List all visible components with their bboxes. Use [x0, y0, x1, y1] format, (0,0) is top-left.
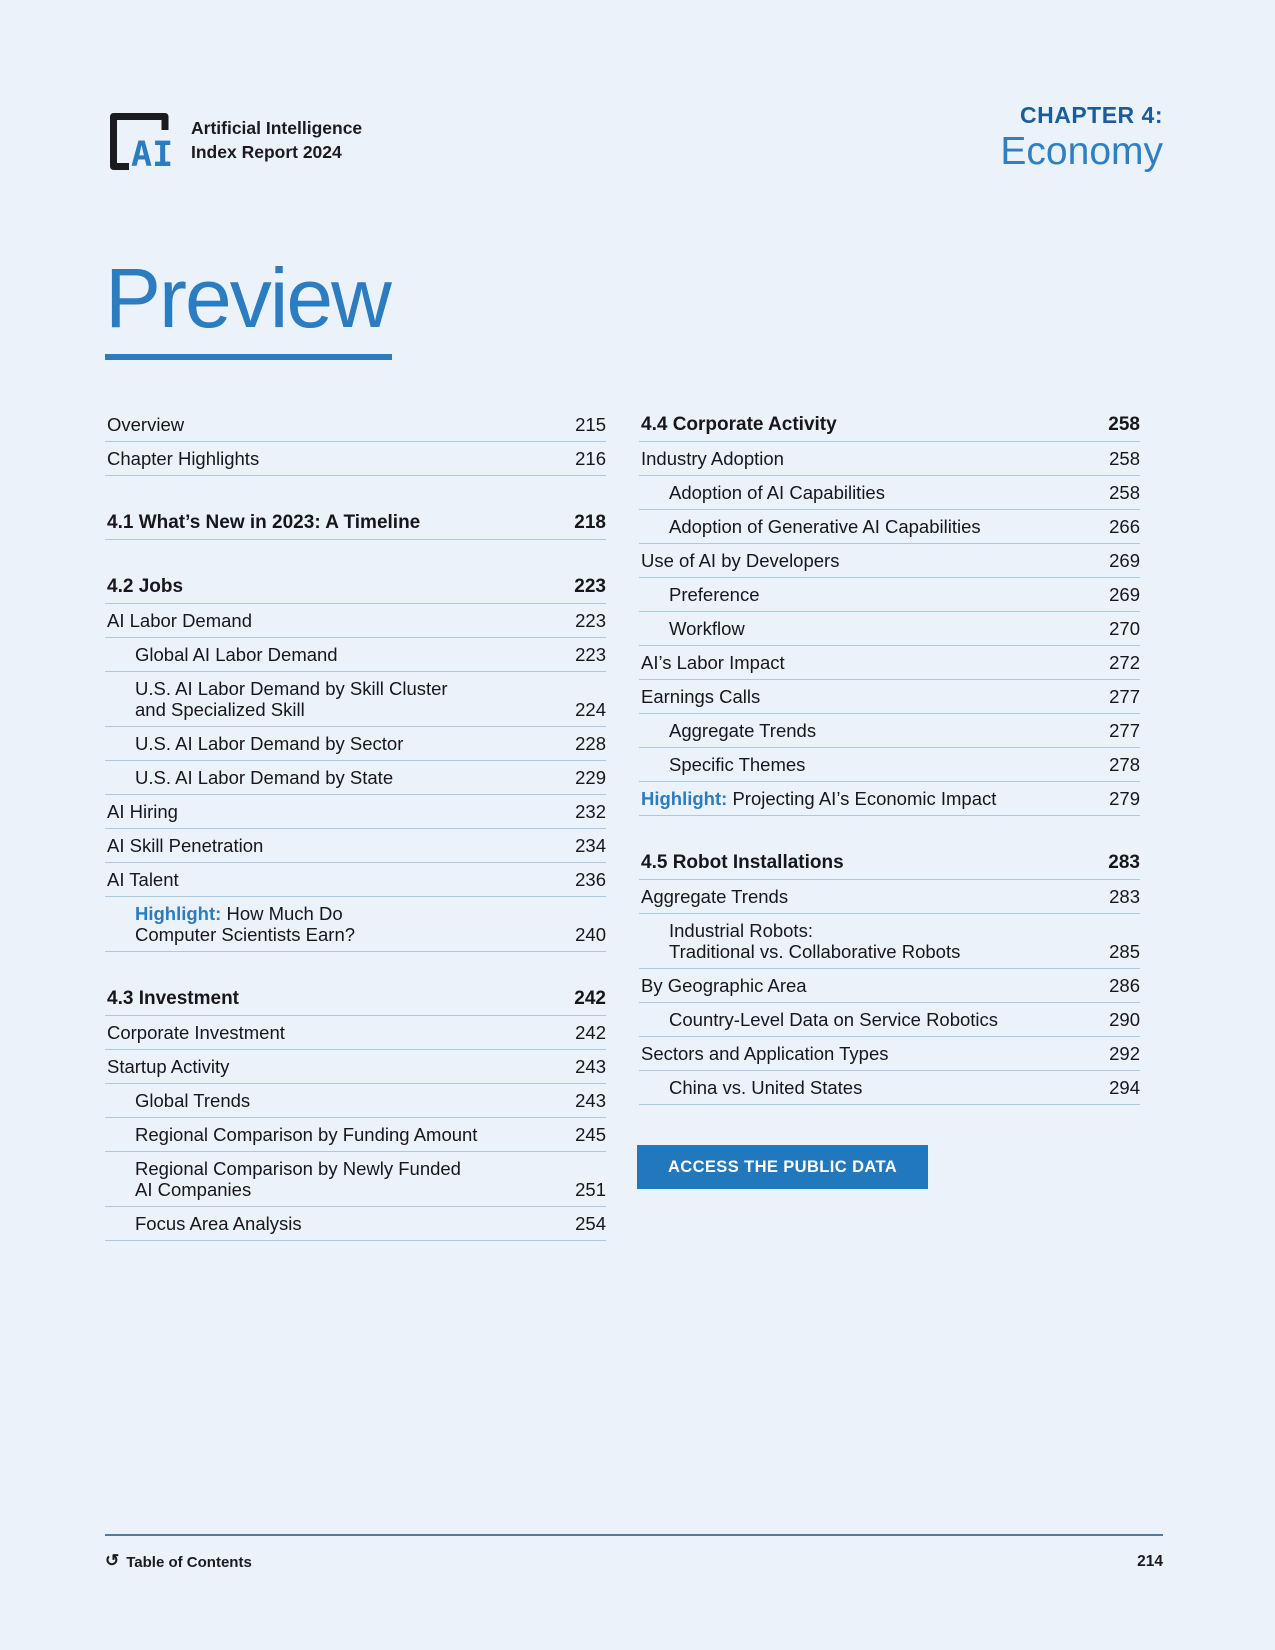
toc-entry-line: By Geographic Area	[641, 975, 807, 996]
chapter-heading	[1000, 102, 1163, 173]
toc-right-sections	[639, 408, 1140, 1105]
report-logo	[107, 110, 362, 170]
toc-entry-line: Global Trends	[135, 1090, 251, 1111]
toc-entry[interactable]	[639, 782, 1140, 816]
logo-line1: Artificial Intelligence	[191, 118, 363, 138]
toc-entry[interactable]	[105, 672, 606, 727]
toc-section	[105, 408, 606, 476]
back-to-toc-link[interactable]	[105, 1552, 252, 1572]
toc-entry-line: Global AI Labor Demand	[135, 644, 338, 665]
toc-entry-page-number: 258	[1109, 482, 1140, 503]
access-public-data-label: ACCESS THE PUBLIC DATA	[667, 1157, 898, 1176]
toc-entry[interactable]	[105, 1050, 606, 1084]
toc-entry-page-number: 224	[575, 699, 606, 720]
toc-entry-page-number: 242	[574, 988, 606, 1009]
toc-entry[interactable]	[639, 442, 1140, 476]
toc-entry-page-number: 269	[1109, 550, 1140, 571]
toc-entry-line: Country-Level Data on Service Robotics	[669, 1009, 999, 1030]
toc-entry-label	[639, 652, 785, 673]
toc-entry[interactable]	[105, 897, 606, 952]
toc-entry-page-number: 229	[575, 767, 606, 788]
toc-entry-line: Highlight: Projecting AI’s Economic Impact	[641, 788, 997, 809]
toc-entry[interactable]	[639, 646, 1140, 680]
toc-entry-line: AI Hiring	[107, 801, 178, 822]
toc-entry-page-number: 266	[1109, 516, 1140, 537]
toc-entry-line: Industry Adoption	[641, 448, 784, 469]
title-underline	[105, 354, 392, 360]
toc-entry[interactable]	[105, 1016, 606, 1050]
chapter-title: Economy	[1000, 130, 1163, 173]
toc-entry-label	[105, 1056, 229, 1077]
logo-line2: Index Report 2024	[191, 142, 342, 162]
toc-section-header[interactable]	[105, 570, 606, 604]
toc-section-header[interactable]	[639, 408, 1140, 442]
toc-entry-line: Industrial Robots:	[669, 920, 813, 941]
toc-entry-line: Startup Activity	[107, 1056, 230, 1077]
toc-entry[interactable]	[105, 1084, 606, 1118]
logo-wordmark	[191, 116, 362, 164]
toc-entry-line: AI Companies	[135, 1179, 252, 1200]
page-title-block	[105, 251, 392, 360]
toc-entry-line: U.S. AI Labor Demand by Sector	[135, 733, 404, 754]
toc-entry-label	[105, 448, 259, 469]
toc-entry-line: China vs. United States	[669, 1077, 863, 1098]
toc-entry-line: Sectors and Application Types	[641, 1043, 889, 1064]
toc-entry[interactable]	[639, 680, 1140, 714]
toc-entry-page-number: 292	[1109, 1043, 1140, 1064]
toc-entry-label	[105, 1158, 461, 1200]
toc-entry-label	[105, 733, 403, 754]
toc-entry-label	[639, 448, 784, 469]
toc-entry-line: Specific Themes	[669, 754, 806, 775]
toc-entry-line: U.S. AI Labor Demand by Skill Cluster	[135, 678, 448, 699]
toc-entry-label	[105, 1213, 302, 1234]
toc-entry-label	[105, 512, 420, 533]
toc-entry-line: AI’s Labor Impact	[641, 652, 785, 673]
toc-entry-label	[105, 801, 178, 822]
toc-entry-label	[105, 903, 355, 945]
toc-entry-label	[105, 1022, 285, 1043]
toc-entry-line: 4.2 Jobs	[107, 576, 184, 597]
toc-entry-line: AI Talent	[107, 869, 179, 890]
toc-entry-line: 4.5 Robot Installations	[641, 852, 844, 873]
toc-entry-line: Chapter Highlights	[107, 448, 260, 469]
toc-entry-label	[639, 618, 745, 639]
toc-entry[interactable]	[639, 476, 1140, 510]
toc-section	[105, 570, 606, 952]
ai-index-logo-icon	[107, 110, 173, 170]
toc-entry[interactable]	[105, 727, 606, 761]
toc-entry-line: U.S. AI Labor Demand by State	[135, 767, 394, 788]
toc-entry-label	[639, 1077, 862, 1098]
toc-entry[interactable]	[105, 761, 606, 795]
toc-entry-page-number: 223	[574, 576, 606, 597]
toc-section	[639, 846, 1140, 1105]
toc-entry[interactable]	[639, 714, 1140, 748]
footer	[105, 1552, 1163, 1572]
toc-entry-page-number: 243	[575, 1090, 606, 1111]
toc-entry-line: Aggregate Trends	[641, 886, 789, 907]
toc-entry[interactable]	[639, 510, 1140, 544]
access-public-data-button[interactable]	[637, 1145, 928, 1189]
toc-entry-page-number: 258	[1108, 414, 1140, 435]
toc-entry-page-number: 240	[575, 924, 606, 945]
toc-entry-line: Focus Area Analysis	[135, 1213, 302, 1234]
toc-entry-label	[639, 1043, 889, 1064]
toc-entry[interactable]	[639, 1037, 1140, 1071]
toc-entry-page-number: 223	[575, 610, 606, 631]
toc-entry-label	[639, 975, 807, 996]
toc-entry-page-number: 283	[1109, 886, 1140, 907]
table-of-contents	[105, 408, 1140, 1241]
toc-entry[interactable]	[105, 442, 606, 476]
toc-entry-line: AI Skill Penetration	[107, 835, 264, 856]
toc-entry-page-number: 216	[575, 448, 606, 469]
toc-entry[interactable]	[105, 604, 606, 638]
toc-section	[105, 506, 606, 540]
toc-entry[interactable]	[105, 829, 606, 863]
toc-entry-label	[639, 686, 760, 707]
toc-entry-page-number: 277	[1109, 686, 1140, 707]
toc-entry[interactable]	[105, 638, 606, 672]
toc-entry-label	[639, 852, 844, 873]
toc-entry-line: 4.4 Corporate Activity	[641, 414, 837, 435]
toc-entry-line: Computer Scientists Earn?	[135, 924, 356, 945]
toc-entry[interactable]	[639, 914, 1140, 969]
toc-section-header[interactable]	[105, 982, 606, 1016]
logo-ai-mark: AI	[131, 135, 173, 170]
toc-entry-page-number: 242	[575, 1022, 606, 1043]
toc-entry-label	[639, 886, 788, 907]
toc-left-column	[105, 408, 606, 1241]
toc-entry[interactable]	[105, 1152, 606, 1207]
toc-entry-page-number: 269	[1109, 584, 1140, 605]
toc-entry-label	[639, 754, 805, 775]
highlight-prefix: Highlight:	[135, 903, 222, 924]
toc-entry-page-number: 286	[1109, 975, 1140, 996]
toc-entry-label	[639, 920, 960, 962]
toc-entry-line: AI Labor Demand	[107, 610, 253, 631]
toc-entry-line: Earnings Calls	[641, 686, 761, 707]
toc-entry[interactable]	[639, 748, 1140, 782]
footer-divider	[105, 1534, 1163, 1536]
toc-entry-line: Workflow	[669, 618, 745, 639]
toc-entry-page-number: 228	[575, 733, 606, 754]
toc-entry-label	[105, 414, 184, 435]
toc-entry-line: 4.1 What’s New in 2023: A Timeline	[107, 512, 421, 533]
toc-entry-page-number: 232	[575, 801, 606, 822]
toc-entry-label	[639, 414, 837, 435]
toc-entry-label	[105, 1124, 477, 1145]
toc-entry-label	[105, 644, 338, 665]
toc-entry[interactable]	[639, 969, 1140, 1003]
page-title: Preview	[105, 251, 390, 345]
toc-entry-page-number: 218	[574, 512, 606, 533]
toc-entry-line: Corporate Investment	[107, 1022, 285, 1043]
toc-entry-label	[639, 550, 839, 571]
toc-entry-page-number: 270	[1109, 618, 1140, 639]
toc-entry-line: Highlight: How Much Do	[135, 903, 343, 924]
toc-entry-line: Regional Comparison by Funding Amount	[135, 1124, 478, 1145]
toc-entry-line: Adoption of Generative AI Capabilities	[669, 516, 981, 537]
toc-entry-line: Use of AI by Developers	[641, 550, 840, 571]
toc-entry-line: Regional Comparison by Newly Funded	[135, 1158, 461, 1179]
toc-right-column	[639, 408, 1140, 1241]
toc-entry-label	[105, 835, 263, 856]
toc-entry-label	[105, 678, 448, 720]
toc-entry-line: Adoption of AI Capabilities	[669, 482, 885, 503]
toc-entry-page-number: 278	[1109, 754, 1140, 775]
toc-entry-page-number: 245	[575, 1124, 606, 1145]
toc-section	[639, 408, 1140, 816]
highlight-prefix: Highlight:	[641, 788, 728, 809]
toc-entry[interactable]	[639, 1071, 1140, 1105]
toc-entry-page-number: 223	[575, 644, 606, 665]
toc-entry-line: Overview	[107, 414, 185, 435]
return-arrow-icon: ↺	[105, 1551, 120, 1570]
toc-entry-page-number: 277	[1109, 720, 1140, 741]
toc-entry-line: 4.3 Investment	[107, 988, 239, 1009]
toc-entry-label	[639, 1009, 998, 1030]
toc-entry-page-number: 290	[1109, 1009, 1140, 1030]
toc-entry-label	[105, 576, 183, 597]
toc-entry-label	[639, 482, 885, 503]
toc-entry-label	[105, 869, 179, 890]
toc-entry[interactable]	[105, 1118, 606, 1152]
toc-entry[interactable]	[639, 544, 1140, 578]
toc-entry-page-number: 254	[575, 1213, 606, 1234]
toc-entry-page-number: 236	[575, 869, 606, 890]
toc-entry-label	[639, 788, 996, 809]
toc-entry-page-number: 272	[1109, 652, 1140, 673]
toc-entry[interactable]	[639, 612, 1140, 646]
toc-section	[105, 982, 606, 1241]
toc-entry-page-number: 251	[575, 1179, 606, 1200]
toc-entry-label	[105, 988, 239, 1009]
toc-entry-label	[639, 516, 981, 537]
toc-entry-page-number: 215	[575, 414, 606, 435]
toc-entry[interactable]	[639, 578, 1140, 612]
toc-entry-line: and Specialized Skill	[135, 699, 305, 720]
toc-entry-page-number: 294	[1109, 1077, 1140, 1098]
toc-entry[interactable]	[105, 863, 606, 897]
toc-entry[interactable]	[639, 880, 1140, 914]
toc-entry-page-number: 258	[1109, 448, 1140, 469]
toc-entry-label	[105, 1090, 250, 1111]
page-number: 214	[1137, 1553, 1163, 1570]
toc-entry-label	[639, 720, 816, 741]
toc-entry-label	[105, 767, 393, 788]
chapter-kicker: CHAPTER 4:	[1019, 102, 1163, 128]
toc-entry-page-number: 283	[1108, 852, 1140, 873]
toc-entry-label	[639, 584, 760, 605]
toc-entry-page-number: 279	[1109, 788, 1140, 809]
toc-entry[interactable]	[105, 408, 606, 442]
toc-entry-line: Traditional vs. Collaborative Robots	[669, 941, 961, 962]
toc-entry-label	[105, 610, 252, 631]
toc-section-header[interactable]	[105, 506, 606, 540]
back-to-toc-label: Table of Contents	[126, 1553, 252, 1571]
toc-entry-line: Aggregate Trends	[669, 720, 817, 741]
toc-entry[interactable]	[105, 1207, 606, 1241]
toc-entry[interactable]	[639, 1003, 1140, 1037]
toc-entry-page-number: 234	[575, 835, 606, 856]
toc-entry-line: Preference	[669, 584, 760, 605]
toc-entry[interactable]	[105, 795, 606, 829]
toc-entry-page-number: 243	[575, 1056, 606, 1077]
toc-section-header[interactable]	[639, 846, 1140, 880]
toc-entry-page-number: 285	[1109, 941, 1140, 962]
